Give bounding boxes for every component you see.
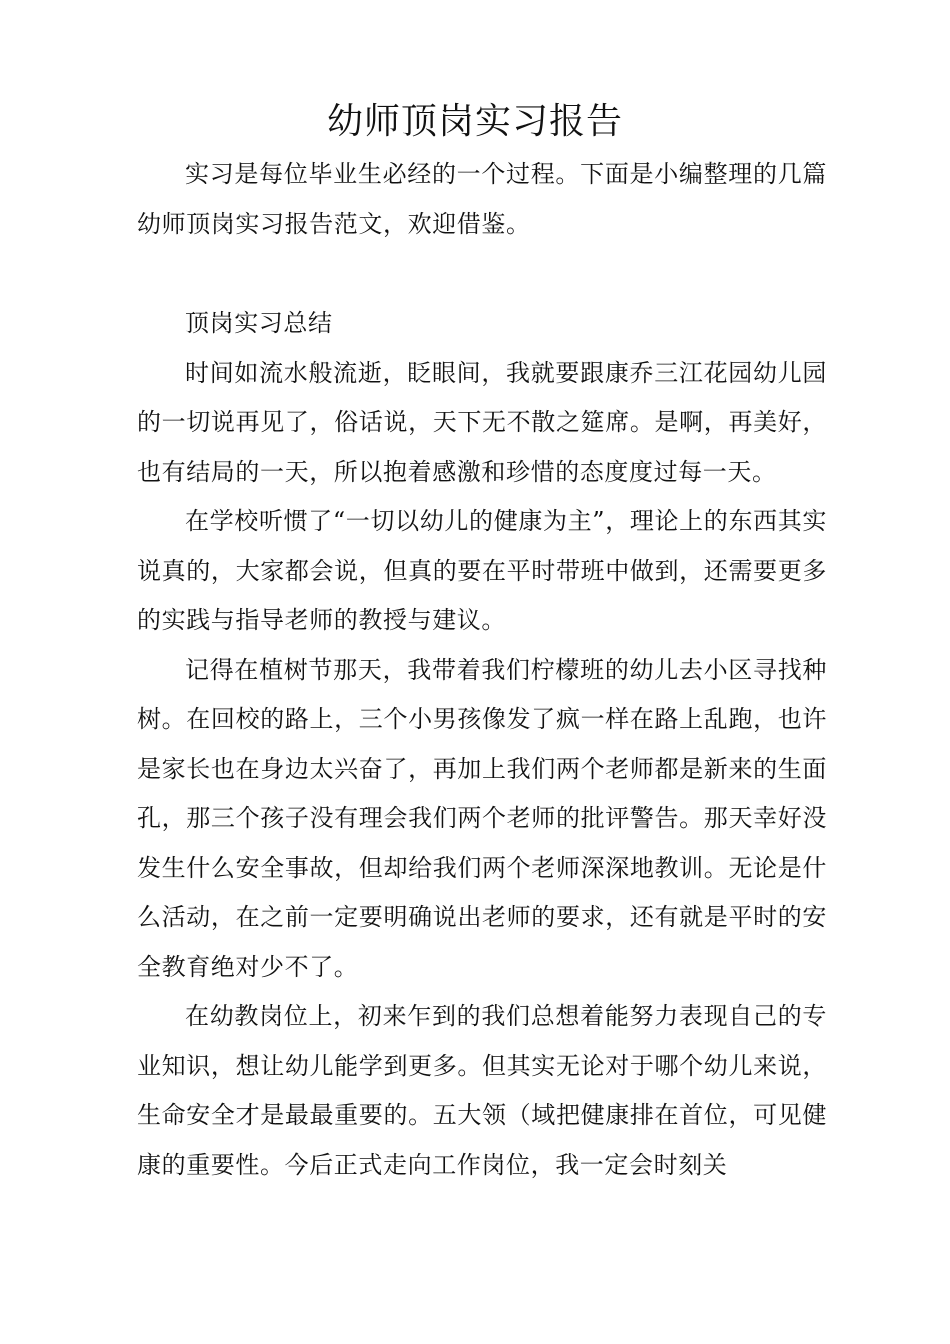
section-heading: 顶岗实习总结 xyxy=(185,309,333,337)
document-body xyxy=(137,150,827,1190)
intro-paragraph: 实习是每位毕业生必经的一个过程。下面是小编整理的几篇幼师顶岗实习报告范文，欢迎借鉴。 xyxy=(137,160,827,238)
paragraph-spacer xyxy=(137,249,827,299)
document-title: 幼师顶岗实习报告 xyxy=(326,101,623,142)
body-paragraph-2: 在学校听惯了“一切以幼儿的健康为主”，理论上的东西其实说真的，大家都会说，但真的要在平时带班中做到，还需要更多的实践与指导老师的教授与建议。 xyxy=(137,507,827,634)
body-paragraph-4: 在幼教岗位上，初来乍到的我们总想着能努力表现自己的专业知识，想让幼儿能学到更多。但其实无论对于哪个幼儿来说，生命安全才是最最重要的。五大领（域把健康排在首位，可见健康的重要性。今后正式走向工作岗位，我一定会时刻关 xyxy=(137,1002,827,1179)
body-paragraph-3: 记得在植树节那天，我带着我们柠檬班的幼儿去小区寻找种树。在回校的路上，三个小男孩像发了疯一样在路上乱跑，也许是家长也在身边太兴奋了，再加上我们两个老师都是新来的生面孔，那三个孩子没有理会我们两个老师的批评警告。那天幸好没发生什么安全事故，但却给我们两个老师深深地教训。无论是什么活动，在之前一定要明确说出老师的要求，还有就是平时的安全教育绝对少不了。 xyxy=(137,655,827,981)
body-paragraph-1: 时间如流水般流逝，眨眼间，我就要跟康乔三江花园幼儿园的一切说再见了，俗话说，天下无不散之筵席。是啊，再美好，也有结局的一天，所以抱着感激和珍惜的态度度过每一天。 xyxy=(137,358,827,486)
